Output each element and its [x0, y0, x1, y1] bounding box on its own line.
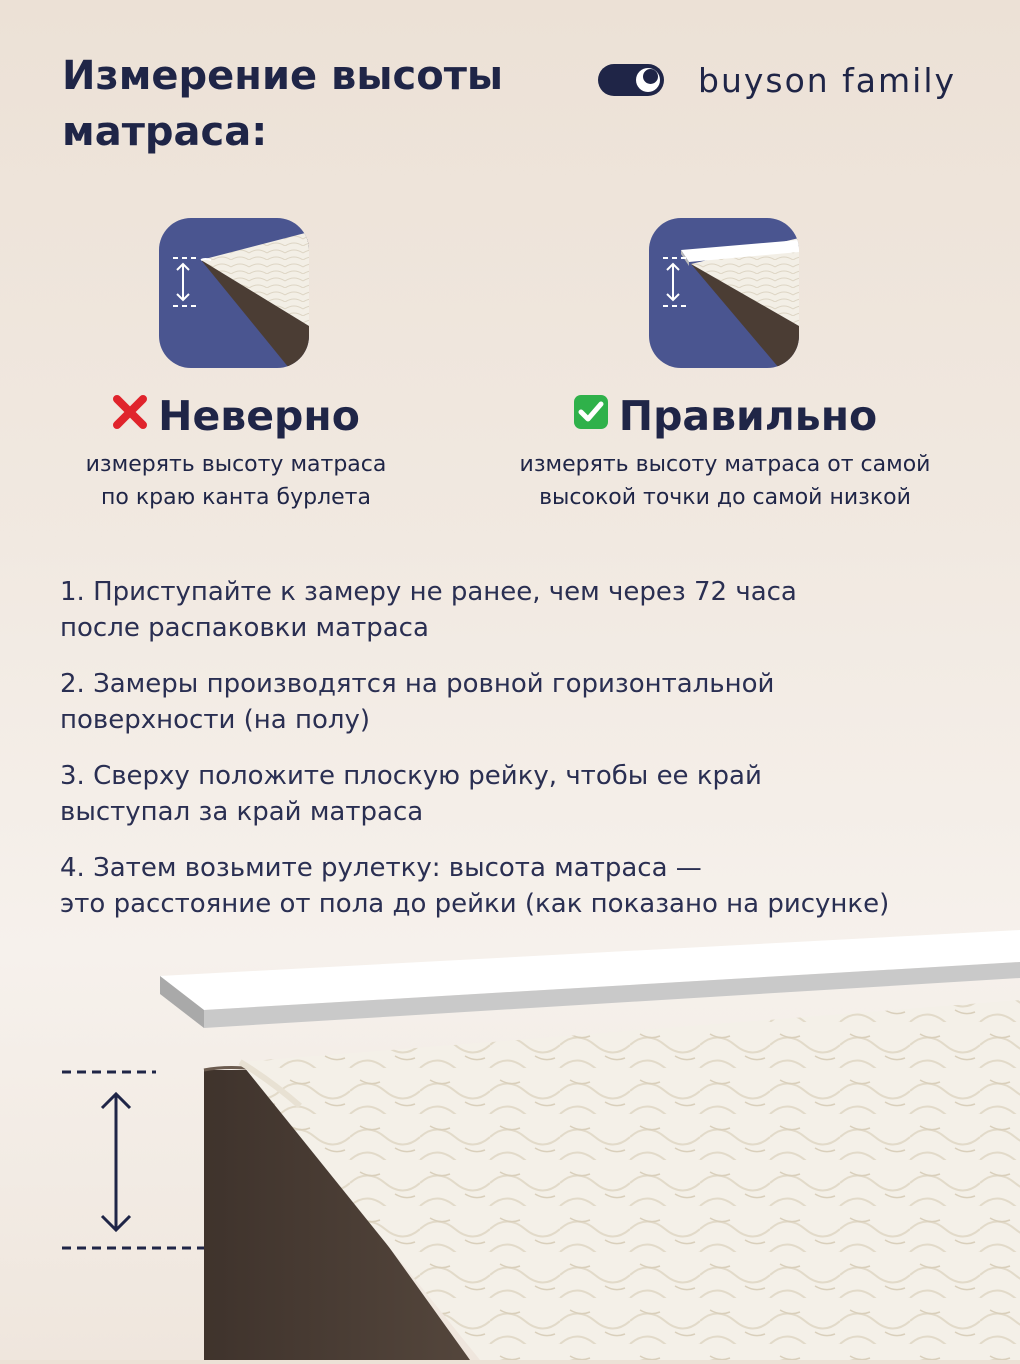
step-item: 1. Приступайте к замеру не ранее, чем через 72 часа после распаковки матраса	[60, 577, 797, 643]
red-cross-icon	[112, 386, 148, 446]
green-check-icon	[573, 386, 609, 446]
step-item: 3. Сверху положите плоскую рейку, чтобы ее край выступал за край матраса	[60, 761, 762, 827]
right-method-illustration	[649, 218, 799, 368]
wrong-verdict	[40, 386, 432, 446]
right-method	[470, 386, 980, 514]
right-verdict	[470, 386, 980, 446]
brand-name: buyson family	[698, 60, 957, 100]
instruction-steps	[60, 574, 980, 942]
page-title	[62, 48, 582, 160]
right-description	[470, 448, 980, 514]
page-title-line-1: Измерение высоты	[62, 53, 504, 99]
wrong-method	[40, 386, 432, 514]
wrong-description-line-2: по краю канта бурлета	[101, 485, 371, 510]
right-description-line-2: высокой точки до самой низкой	[539, 485, 911, 510]
mattress-measurement-illustration	[0, 930, 1020, 1360]
step-item: 4. Затем возьмите рулетку: высота матраса — это расстояние от пола до рейки (как показано на рисунке)	[60, 853, 890, 919]
wrong-method-illustration	[159, 218, 309, 368]
wrong-description	[40, 448, 432, 514]
right-description-line-1: измерять высоту матраса от самой	[519, 452, 931, 477]
right-label: Правильно	[618, 392, 878, 440]
brand-logo	[598, 58, 956, 102]
page-title-line-2: матраса:	[62, 109, 268, 155]
wrong-label: Неверно	[158, 392, 360, 440]
wrong-description-line-1: измерять высоту матраса	[85, 452, 387, 477]
toggle-moon-icon	[598, 64, 664, 96]
step-item: 2. Замеры производятся на ровной горизонтальной поверхности (на полу)	[60, 669, 775, 735]
